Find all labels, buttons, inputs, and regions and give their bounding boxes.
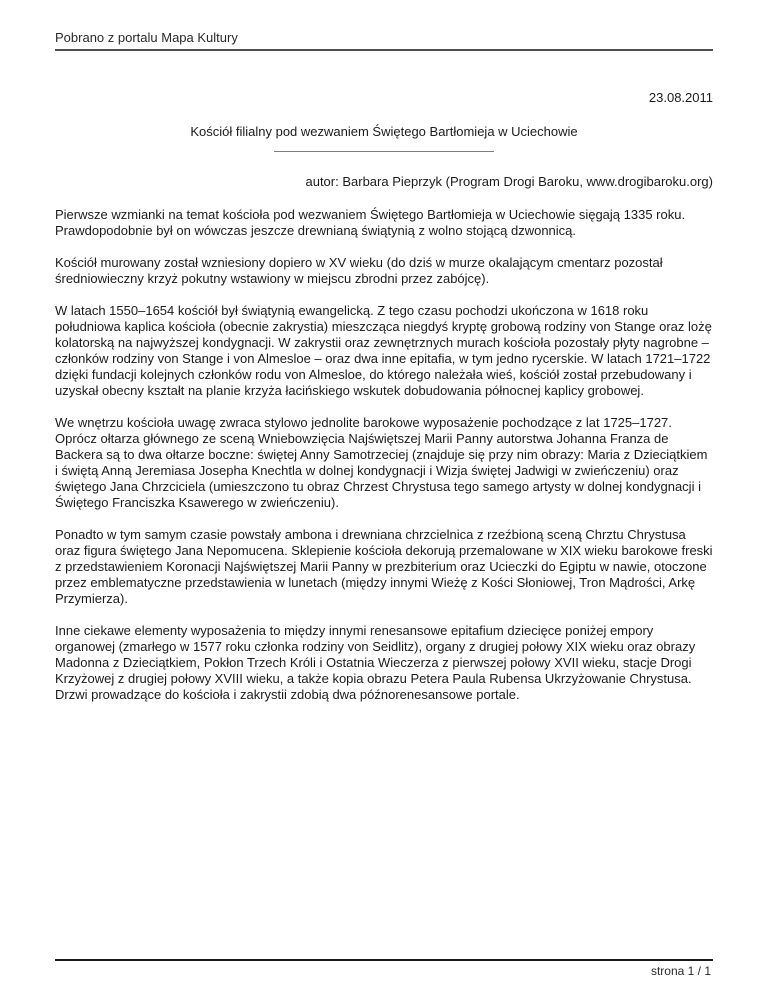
paragraph-5: Ponadto w tym samym czasie powstały ambona i drewniana chrzcielnica z rzeźbioną sceną Chrztu Chrystusa oraz figura świętego Jana Nepomucena. Sklepienie kościoła dekorują przemalowane w XIX wieku barokowe freski z przedstawieniem Koronacji Najświętszej Marii Panny w prezbiterium oraz Ucieczki do Egiptu w nawie, otoczone przez emblematyczne przedstawienia w lunetach (między innymi Wieżę z Kości Słoniowej, Tron Mądrości, Arkę Przymierza).	[55, 527, 713, 606]
paragraph-4: We wnętrzu kościoła uwagę zwraca stylowo jednolite barokowe wyposażenie pochodzące z lat 1725–1727. Oprócz ołtarza głównego ze sceną Wniebowzięcia Najświętszej Marii Panny autorstwa Johanna Franza de Backera są to dwa ołtarze boczne: świętej Anny Samotrzeciej (znajduje się przy nim obrazy: Maria z Dzieciątkiem i świętą Anną Jeremiasa Josepha Knechtla w dolnej kondygnacji i Wizja świętej Jadwigi w zwieńczeniu) oraz świętego Jana Chrzciciela (umieszczono tu obraz Chrzest Chrystusa tego samego artysty w dolnej kondygnacji i Świętego Franciszka Ksawerego w zwieńczeniu).	[55, 415, 708, 510]
document-title: Kościół filialny pod wezwaniem Świętego Bartłomieja w Uciechowie	[190, 124, 578, 139]
title-rule	[274, 151, 494, 152]
document-body	[55, 90, 713, 719]
header-rule	[55, 49, 713, 51]
document-date: 23.08.2011	[648, 90, 713, 105]
paragraph-6: Inne ciekawe elementy wyposażenia to między innymi renesansowe epitafium dziecięce poniżej empory organowej (zmarłego w 1577 roku członka rodziny von Seidlitz), organy z drugiej połowy XIX wieku oraz obrazy Madonna z Dzieciątkiem, Pokłon Trzech Króli i Ostatnia Wieczerza z pierwszej połowy XVII wieku, stacje Drogi Krzyżowej z drugiej połowy XVIII wieku, a także kopia obrazu Petera Paula Rubensa Ukrzyżowanie Chrystusa. Drzwi prowadzące do kościoła i zakrystii zdobią dwa późnorenesansowe portale.	[55, 623, 696, 702]
paragraph-1: Pierwsze wzmianki na temat kościoła pod wezwaniem Świętego Bartłomieja w Uciechowie sięgają 1335 roku. Prawdopodobnie był on wówczas jeszcze drewnianą świątynią z wolno stojącą dzwonnicą.	[55, 207, 686, 238]
paragraph-2: Kościół murowany został wzniesiony dopiero w XV wieku (do dziś w murze okalającym cmentarz pozostał średniowieczny krzyż pokutny wstawiony w miejscu zbrodni przez zabójcę).	[55, 255, 663, 286]
author-line: autor: Barbara Pieprzyk (Program Drogi Baroku, www.drogibaroku.org)	[305, 174, 713, 189]
footer-rule	[55, 959, 713, 961]
paragraph-3: W latach 1550–1654 kościół był świątynią ewangelicką. Z tego czasu pochodzi ukończona w 1618 roku południowa kaplica kościoła (obecnie zakrystia) mieszcząca niegdyś kryptę grobową rodziny von Stange oraz lożę kolatorską na najwyższej kondygnacji. W zakrystii oraz zewnętrznych murach kościoła pozostały płyty nagrobne – członków rodziny von Stange i von Almesloe – oraz dwa inne epitafia, w tym jedno rycerskie. W latach 1721–1722 dzięki fundacji kolejnych członków rodu von Almesloe, do którego należała wieś, kościół został przebudowany i uzyskał obecny kształt na planie krzyża łacińskiego wskutek dobudowania północnej kaplicy grobowej.	[55, 303, 712, 398]
page-number: strona 1 / 1	[650, 964, 711, 978]
header-source-label: Pobrano z portalu Mapa Kultury	[55, 30, 238, 45]
